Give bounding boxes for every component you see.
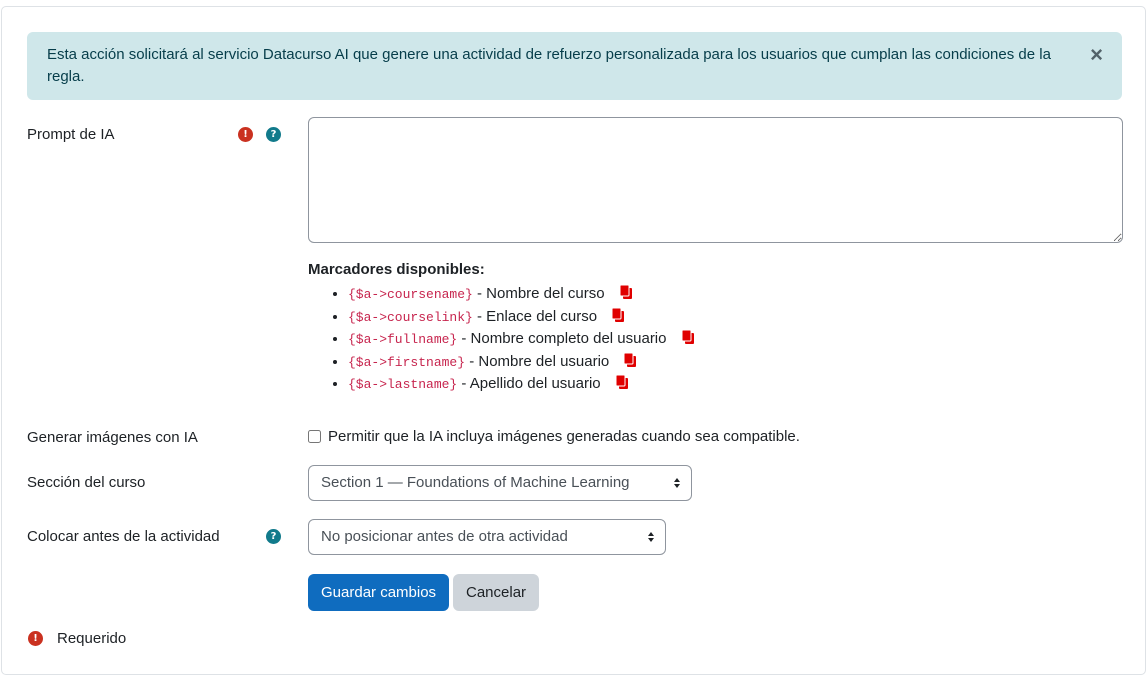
section-label: Sección del curso — [27, 474, 146, 491]
sort-caret-icon — [673, 477, 681, 489]
list-item — [348, 283, 696, 306]
images-checkbox[interactable] — [308, 430, 321, 443]
placeholder-desc: - Apellido del usuario — [461, 375, 601, 392]
save-button[interactable]: Guardar cambios — [308, 574, 449, 611]
placeholder-desc: - Enlace del curso — [477, 307, 598, 325]
placeholder-desc: - Nombre del usuario — [469, 352, 610, 370]
list-item — [348, 373, 696, 396]
placeholder-code: {$a->courselink} — [348, 309, 473, 325]
help-icon[interactable]: ? — [266, 529, 281, 544]
list-item — [348, 306, 696, 329]
images-checkbox-label: Permitir que la IA incluya imágenes generadas cuando sea compatible. — [328, 428, 800, 445]
placeholder-code: {$a->lastname} — [348, 377, 458, 392]
placeholders-list — [308, 283, 696, 396]
required-icon: ! — [28, 631, 43, 646]
placeholder-code: {$a->fullname} — [348, 332, 458, 347]
section-selected-value: Section 1 — Foundations of Machine Learning — [321, 474, 630, 491]
copy-icon[interactable] — [618, 284, 634, 307]
copy-icon[interactable] — [622, 352, 638, 375]
required-icon: ! — [238, 127, 253, 142]
copy-icon[interactable] — [680, 329, 696, 352]
prompt-textarea[interactable] — [308, 117, 1123, 243]
list-item — [348, 351, 696, 374]
info-alert — [27, 32, 1122, 100]
placeholder-desc: - Nombre del curso — [477, 285, 605, 302]
prompt-label: Prompt de IA — [27, 126, 115, 143]
images-label: Generar imágenes con IA — [27, 429, 198, 446]
help-icon[interactable]: ? — [266, 127, 281, 142]
cancel-button[interactable]: Cancelar — [453, 574, 539, 611]
position-selected-value: No posicionar antes de otra actividad — [321, 528, 568, 545]
images-checkbox-row[interactable] — [308, 428, 800, 445]
alert-text: Esta acción solicitará al servicio Datacurso AI que genere una actividad de refuerzo personalizada para los usuarios que cumplan las condiciones de la regla. — [47, 46, 1051, 85]
required-legend: Requerido — [57, 630, 127, 647]
position-label: Colocar antes de la actividad — [27, 528, 220, 545]
copy-icon[interactable] — [610, 307, 626, 330]
sort-caret-icon — [647, 531, 655, 543]
placeholder-code: {$a->firstname} — [348, 354, 466, 370]
form-card — [1, 6, 1146, 675]
close-icon[interactable]: × — [1090, 42, 1103, 67]
placeholders-title: Marcadores disponibles: — [308, 261, 485, 278]
section-select[interactable] — [308, 465, 692, 501]
position-select[interactable] — [308, 519, 666, 555]
list-item — [348, 328, 696, 351]
copy-icon[interactable] — [614, 374, 630, 397]
placeholder-code: {$a->coursename} — [348, 287, 473, 302]
placeholder-desc: - Nombre completo del usuario — [461, 330, 667, 347]
